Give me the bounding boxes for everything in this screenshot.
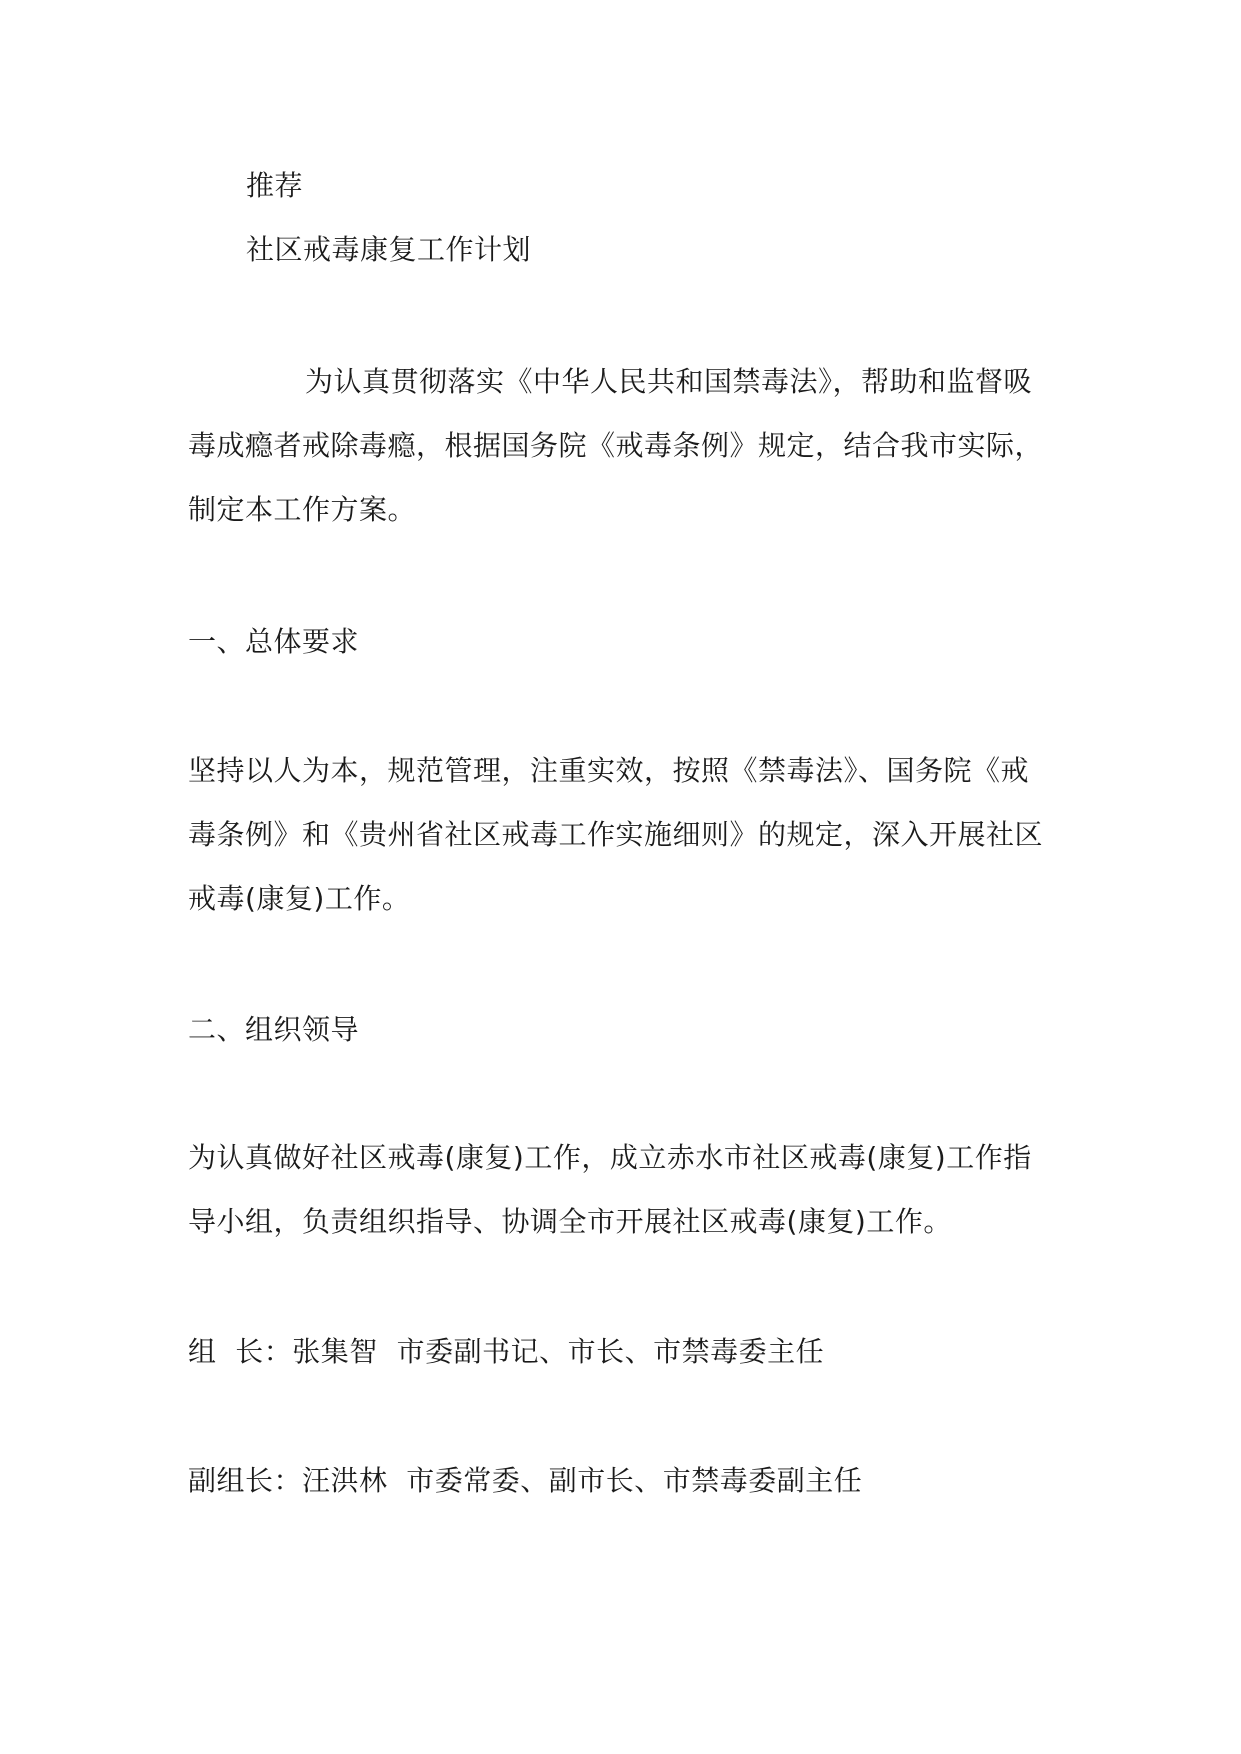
section-1-line-1: 坚持以人为本，规范管理，注重实效，按照《禁毒法》、国务院《戒 bbox=[188, 754, 1030, 787]
intro-line-1: 为认真贯彻落实《中华人民共和国禁毒法》，帮助和监督吸 bbox=[305, 365, 1033, 398]
section-2-line-1: 为认真做好社区戒毒(康复)工作，成立赤水市社区戒毒(康复)工作指 bbox=[188, 1141, 1032, 1174]
section-1-line-2: 毒条例》和《贵州省社区戒毒工作实施细则》的规定，深入开展社区 bbox=[188, 818, 1044, 851]
section-2-line-2: 导小组，负责组织指导、协调全市开展社区戒毒(康复)工作。 bbox=[188, 1205, 952, 1238]
deputy-leader-line: 副组长：汪洪林 市委常委、副市长、市禁毒委副主任 bbox=[188, 1464, 863, 1497]
section-1-heading: 一、总体要求 bbox=[188, 625, 360, 658]
intro-line-3: 制定本工作方案。 bbox=[188, 493, 417, 526]
doc-label: 推荐 bbox=[246, 169, 304, 202]
doc-title: 社区戒毒康复工作计划 bbox=[246, 233, 532, 266]
intro-line-2: 毒成瘾者戒除毒瘾，根据国务院《戒毒条例》规定，结合我市实际， bbox=[188, 429, 1044, 462]
section-2-heading: 二、组织领导 bbox=[188, 1013, 360, 1046]
section-1-line-3: 戒毒(康复)工作。 bbox=[188, 882, 411, 915]
leader-line: 组 长：张集智 市委副书记、市长、市禁毒委主任 bbox=[188, 1335, 825, 1368]
